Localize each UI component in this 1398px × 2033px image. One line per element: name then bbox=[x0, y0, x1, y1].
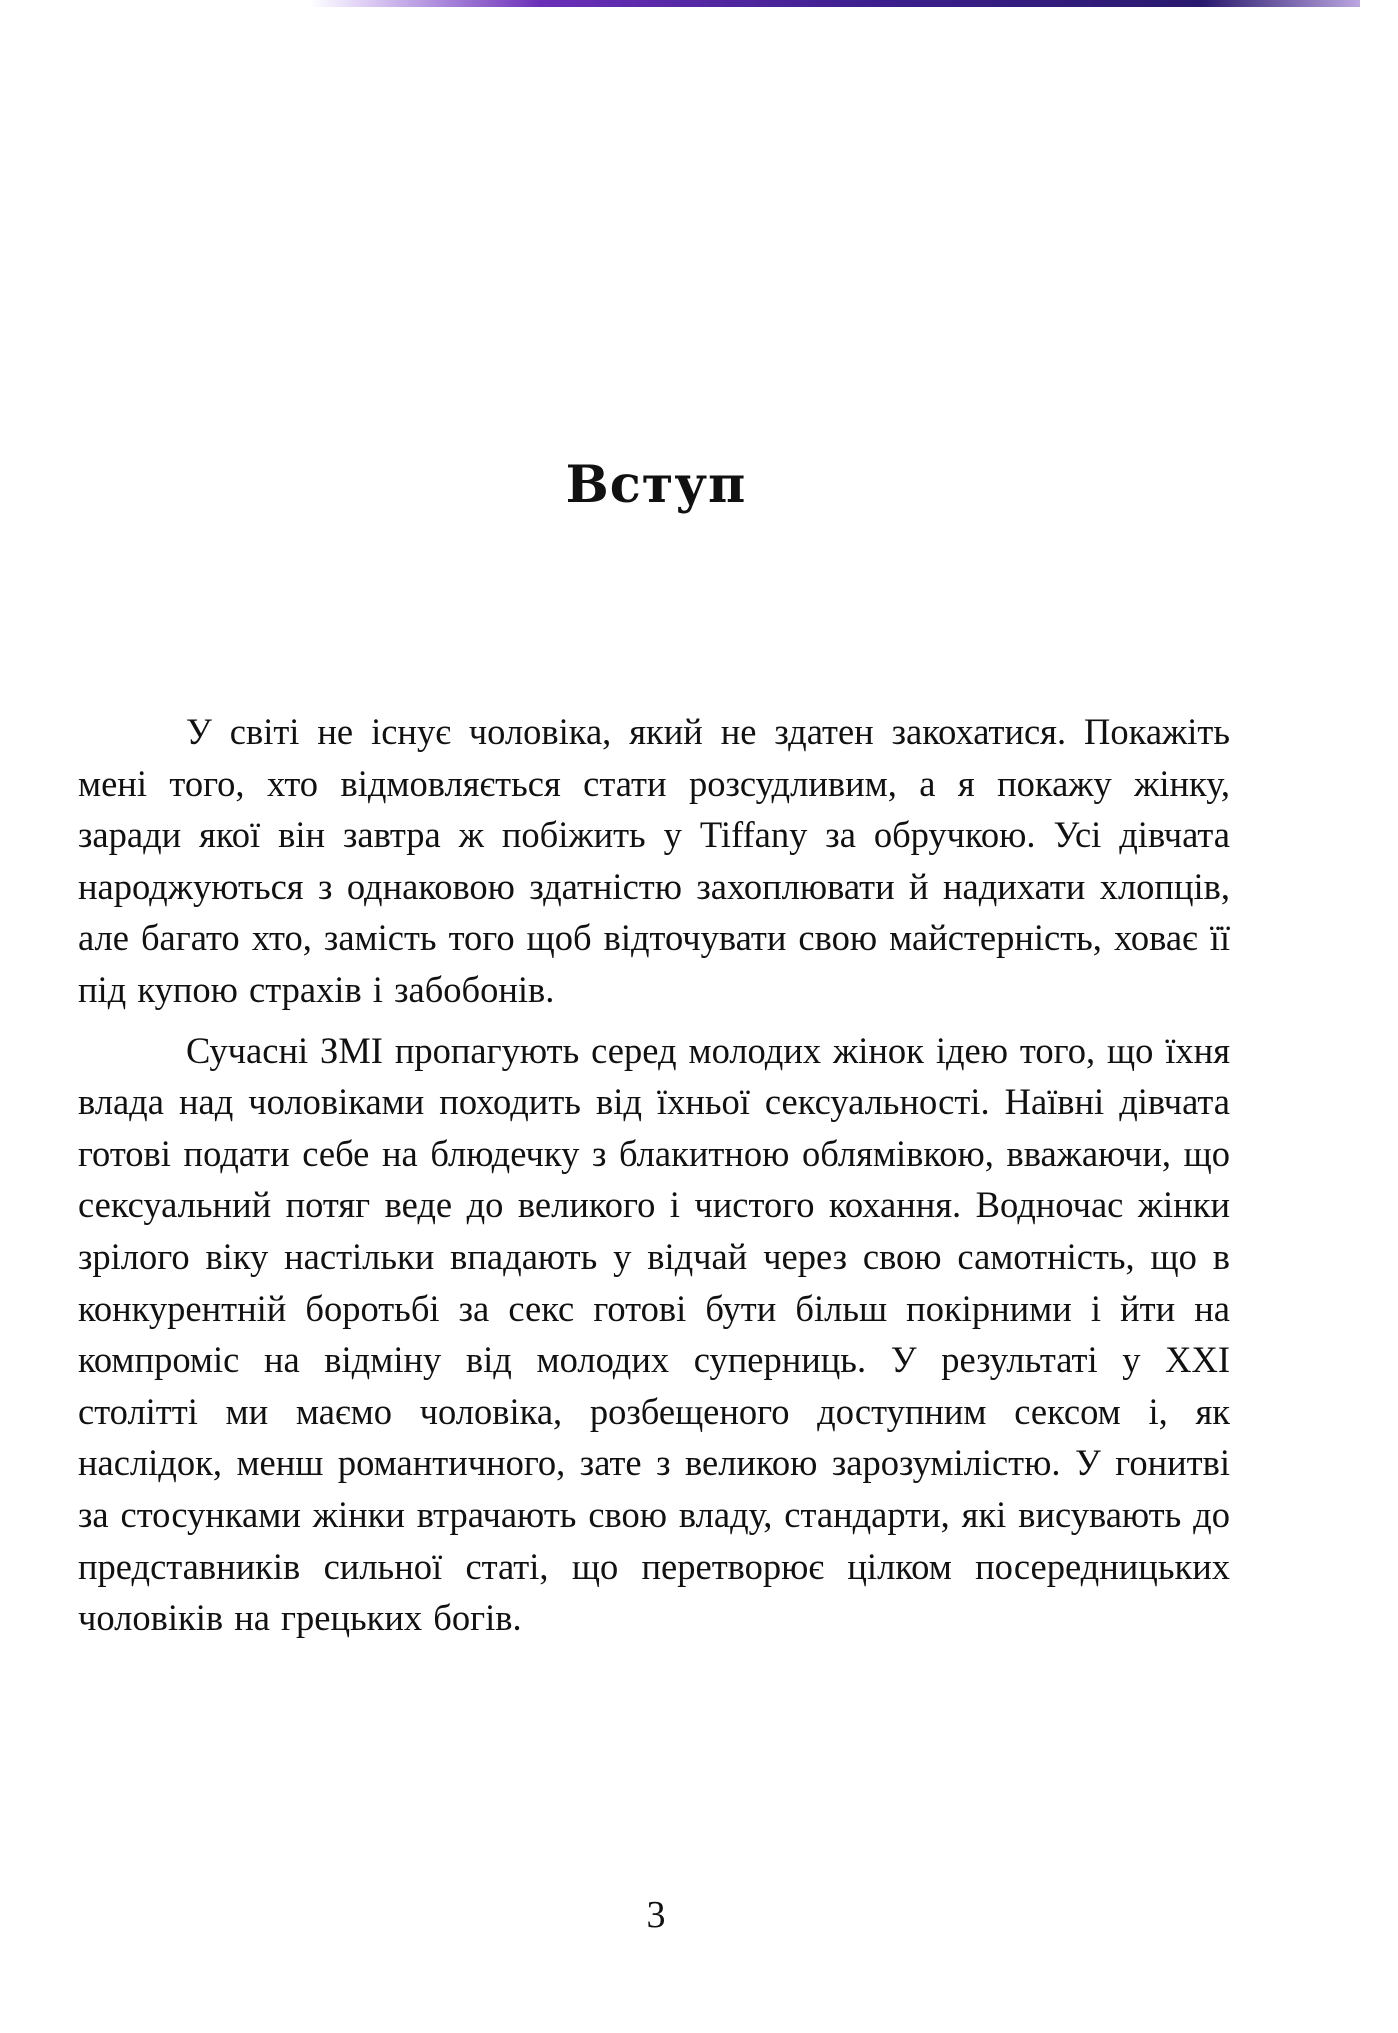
chapter-title: Вступ bbox=[565, 455, 747, 515]
paragraph-1: У світі не існує чоловіка, який не здатен закохатися. Покажіть мені того, хто відмовляється стати розсудливим, а я покажу жінку, заради якої він завтра ж побіжить у Tiffany за обручкою. Усі дівчата народжуються з однаковою здатністю захоплювати й надихати хлопців, але багато хто, замість того щоб відточувати свою майстерність, ховає її під купою страхів і забобонів. bbox=[78, 711, 1230, 1010]
paragraph-2: Сучасні ЗМІ пропагують серед молодих жінок ідею того, що їхня влада над чоловіками походить від їхньої сексуальності. Наївні дівчата готові подати себе на блюдечку з блакитною облямівкою, вважаючи, що сексуальний потяг веде до великого і чистого кохання. Водночас жінки зрілого віку настільки впадають у відчай через свою самотність, що в конкурентній боротьбі за секс готові бути більш покірними і йти на компроміс на відміну від молодих суперниць. У результаті у XXI столітті ми маємо чоловіка, розбещеного доступним сексом і, як наслідок, менш романтичного, зате з великою зарозумілістю. У гонитві за стосунками жінки втрачають свою владу, стандарти, які висувають до представників сильної статі, що перетворює цілком посередницьких чоловіків на грецьких богів. bbox=[78, 1029, 1230, 1639]
body-text bbox=[78, 706, 1230, 1644]
top-edge-strip bbox=[310, 0, 1360, 7]
page-number: 3 bbox=[646, 1894, 666, 1936]
